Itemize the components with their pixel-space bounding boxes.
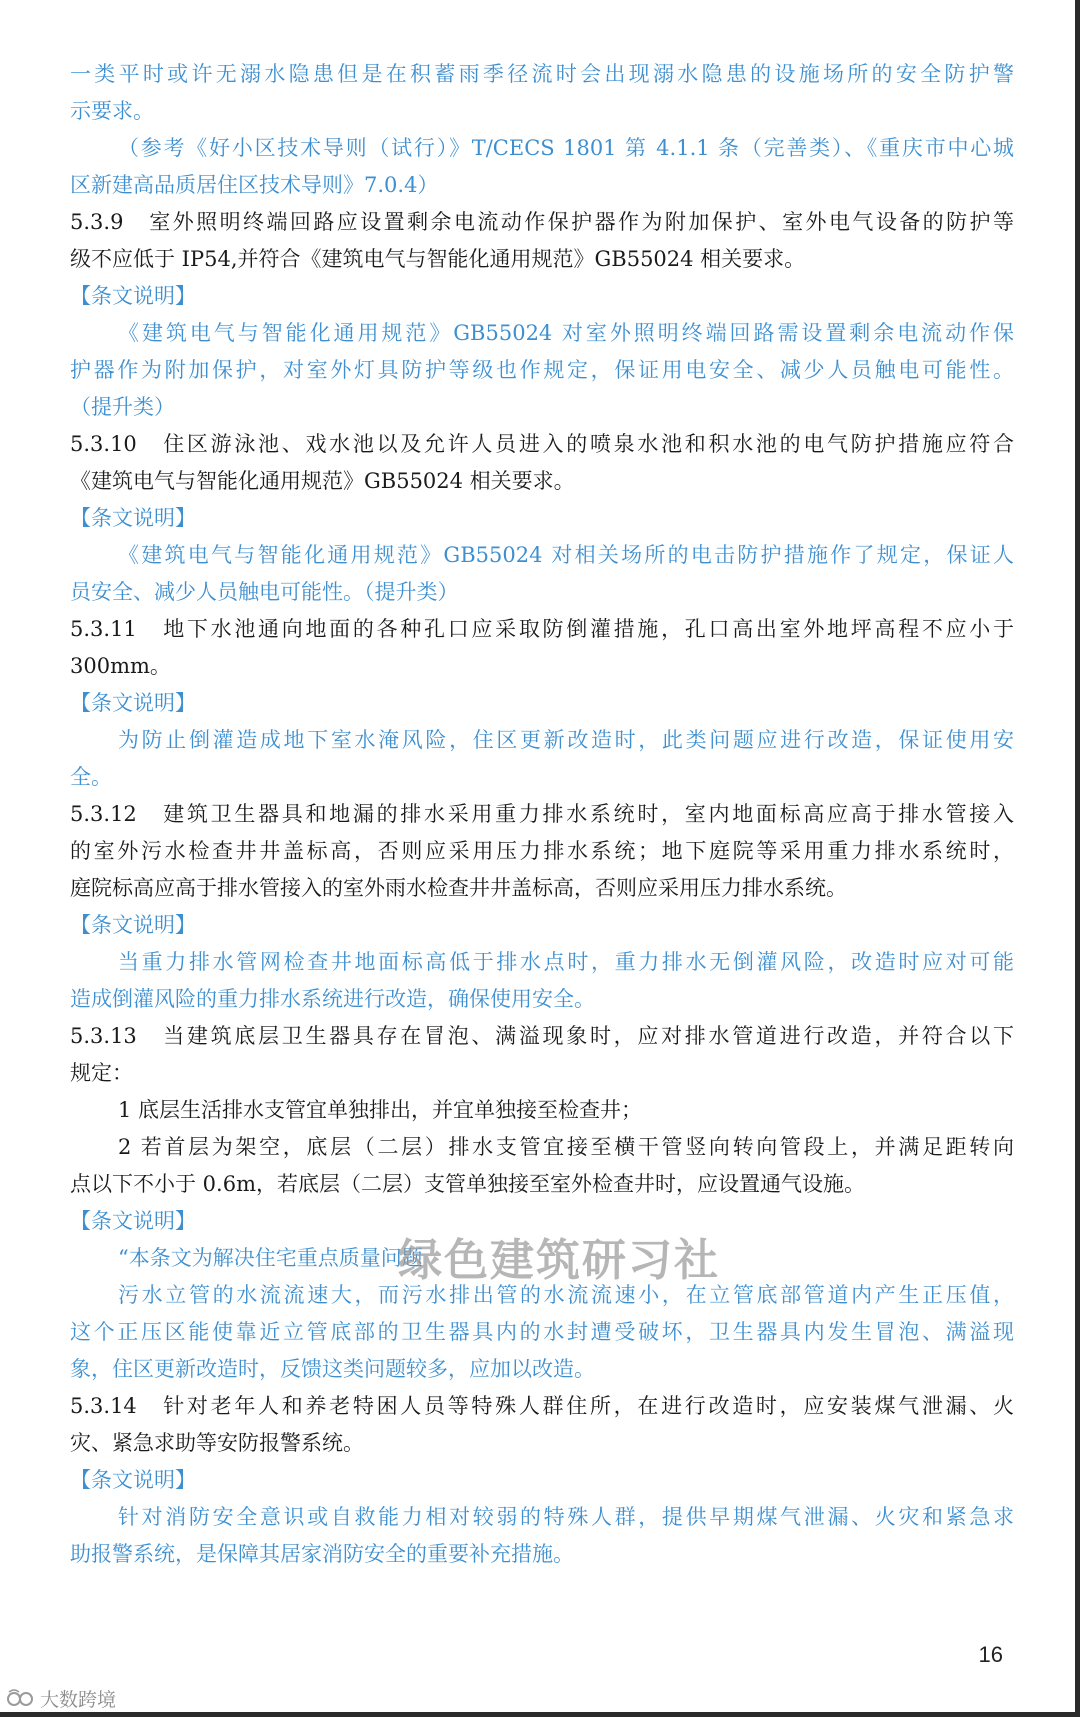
clause-text-line: 点以下不小于 0.6m，若底层（二层）支管单独接至室外检查井时，应设置通气设施。 (70, 1172, 865, 1196)
clause-text-line: 级不应低于 IP54,并符合《建筑电气与智能化通用规范》GB55024 相关要求。 (70, 247, 806, 271)
note-text-line: 【条文说明】 (70, 1209, 196, 1233)
note-text-line: 当重力排水管网检查井地面标高低于排水点时，重力排水无倒灌风险，改造时应对可能 (118, 950, 1014, 974)
note-text-line: 员安全、减少人员触电可能性。（提升类） (70, 580, 459, 604)
source-logo (6, 1685, 116, 1712)
clause-text-line: 5.3.11 地下水池通向地面的各种孔口应采取防倒灌措施，孔口高出室外地坪高程不应小于 (70, 617, 1014, 641)
note-text-line: 【条文说明】 (70, 506, 196, 530)
note-text-line: 示要求。 (70, 99, 154, 123)
clause-text-line: 的室外污水检查井井盖标高，否则应采用压力排水系统；地下庭院等采用重力排水系统时， (70, 839, 1014, 863)
clause-text-line: 规定： (70, 1061, 133, 1085)
note-text-line: 全。 (70, 765, 112, 789)
clause-text-line: 5.3.14 针对老年人和养老特困人员等特殊人群住所，在进行改造时，应安装煤气泄漏、火 (70, 1394, 1014, 1418)
note-text-line: 这个正压区能使靠近立管底部的卫生器具内的水封遭受破坏，卫生器具内发生冒泡、满溢现 (70, 1320, 1014, 1344)
clause-text-line: 庭院标高应高于排水管接入的室外雨水检查井井盖标高，否则应采用压力排水系统。 (70, 876, 847, 900)
document-body (70, 56, 1014, 1573)
clause-text-line: 5.3.10 住区游泳池、戏水池以及允许人员进入的喷泉水池和积水池的电气防护措施应符合 (70, 432, 1014, 456)
clause-text-line: 《建筑电气与智能化通用规范》GB55024 相关要求。 (70, 469, 575, 493)
note-text-line: 造成倒灌风险的重力排水系统进行改造，确保使用安全。 (70, 987, 595, 1011)
note-text-line: 针对消防安全意识或自救能力相对较弱的特殊人群，提供早期煤气泄漏、火灾和紧急求 (118, 1505, 1014, 1529)
clause-text-line: 5.3.9 室外照明终端回路应设置剩余电流动作保护器作为附加保护、室外电气设备的防护等 (70, 210, 1014, 234)
note-text-line: 《建筑电气与智能化通用规范》GB55024 对室外照明终端回路需设置剩余电流动作保 (118, 321, 1014, 345)
watermark-text: 绿色建筑研习社 (398, 1235, 720, 1286)
clause-text-line: 300mm。 (70, 654, 171, 678)
clause-text-line: 5.3.13 当建筑底层卫生器具存在冒泡、满溢现象时，应对排水管道进行改造，并符合以下 (70, 1024, 1014, 1048)
note-text-line: “本条文为解决住宅重点质量问题 (118, 1246, 423, 1270)
note-text-line: 污水立管的水流流速大，而污水排出管的水流流速小，在立管底部管道内产生正压值， (118, 1283, 1014, 1307)
note-text-line: 《建筑电气与智能化通用规范》GB55024 对相关场所的电击防护措施作了规定，保证人 (118, 543, 1014, 567)
note-text-line: 【条文说明】 (70, 913, 196, 937)
note-text-line: 【条文说明】 (70, 691, 196, 715)
note-text-line: 一类平时或许无溺水隐患但是在积蓄雨季径流时会出现溺水隐患的设施场所的安全防护警 (70, 62, 1014, 86)
clause-text-line: 灾、紧急求助等安防报警系统。 (70, 1431, 364, 1455)
note-text-line: 助报警系统，是保障其居家消防安全的重要补充措施。 (70, 1542, 574, 1566)
note-text-line: 区新建高品质居住区技术导则》7.0.4） (70, 173, 439, 197)
note-text-line: （参考《好小区技术导则（试行）》T/CECS 1801 第 4.1.1 条（完善类）、《重庆市中心城 (118, 136, 1014, 160)
note-text-line: 象，住区更新改造时，反馈这类问题较多，应加以改造。 (70, 1357, 595, 1381)
clause-text-line: 1 底层生活排水支管宜单独排出，并宜单独接至检查井； (118, 1098, 643, 1122)
note-text-line: 护器作为附加保护，对室外灯具防护等级也作规定，保证用电安全、减少人员触电可能性。 (70, 358, 1014, 382)
clause-text-line: 5.3.12 建筑卫生器具和地漏的排水采用重力排水系统时，室内地面标高应高于排水管接入 (70, 802, 1014, 826)
note-text-line: 【条文说明】 (70, 284, 196, 308)
note-text-line: 【条文说明】 (70, 1468, 196, 1492)
logo-icon (6, 1688, 36, 1710)
page-number: 16 (978, 1642, 1003, 1667)
clause-text-line: 2 若首层为架空，底层（二层）排水支管宜接至横干管竖向转向管段上，并满足距转向 (118, 1135, 1014, 1159)
logo-text: 大数跨境 (40, 1689, 117, 1711)
note-text-line: 为防止倒灌造成地下室水淹风险，住区更新改造时，此类问题应进行改造，保证使用安 (118, 728, 1014, 752)
note-text-line: （提升类） (70, 395, 175, 419)
